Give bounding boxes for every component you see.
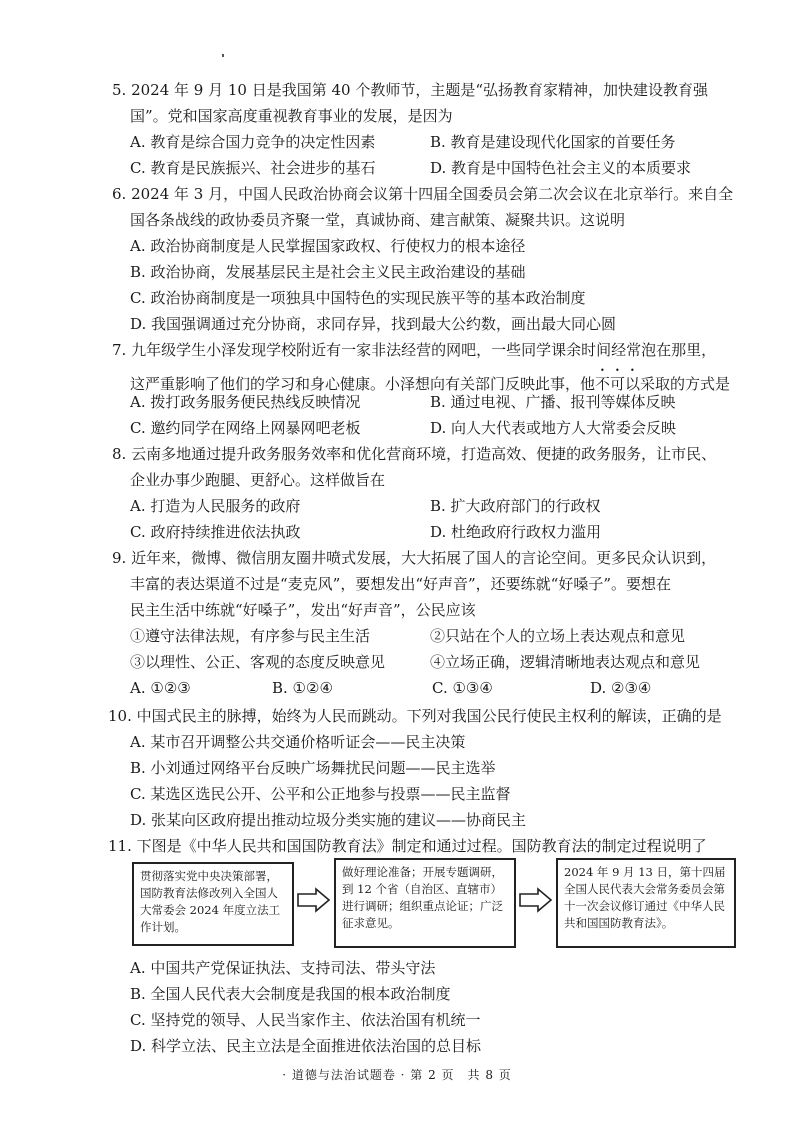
q8-option-d: D. 杜绝政府行政权力滥用 — [430, 523, 602, 541]
q6-stem-line2: 国各条战线的政协委员齐聚一堂，真诚协商、建言献策、凝聚共识。这说明 — [130, 211, 626, 229]
q5-option-c: C. 教育是民族振兴、社会进步的基石 — [130, 159, 376, 177]
q9-stem-line3: 民主生活中练就“好嗓子”，发出“好声音”，公民应该 — [130, 601, 476, 619]
q6-option-b: B. 政治协商，发展基层民主是社会主义民主政治建设的基础 — [130, 263, 526, 281]
q11-option-a: A. 中国共产党保证执法、支持司法、带头守法 — [130, 959, 436, 977]
q7-stem-line2-pre: 这严重影响了他们的学习和身心健康。小泽想向有关部门反映此事，他 — [130, 375, 596, 393]
q7-option-b: B. 通过电视、广播、报刊等媒体反映 — [430, 393, 676, 411]
q10-option-d: D. 张某向区政府提出推动垃圾分类实施的建议——协商民主 — [130, 811, 527, 829]
q9-option-c: C. ①③④ — [432, 679, 493, 697]
q8-stem-line1: 8. 云南多地通过提升政务服务效率和优化营商环境，打造高效、便捷的政务服务，让市民、 — [112, 445, 717, 463]
q7-option-a: A. 拨打政务服务便民热线反映情况 — [130, 393, 361, 411]
q9-statement-3: ③以理性、公正、客观的态度反映意见 — [130, 653, 386, 671]
q8-option-a: A. 打造为人民服务的政府 — [130, 497, 301, 515]
q11-option-b: B. 全国人民代表大会制度是我国的根本政治制度 — [130, 985, 451, 1003]
scan-speck — [222, 54, 224, 57]
q6-option-c: C. 政治协商制度是一项独具中国特色的实现民族平等的基本政治制度 — [130, 289, 586, 307]
q11-option-c: C. 坚持党的领导、人民当家作主、依法治国有机统一 — [130, 1011, 481, 1029]
q6-stem-line1: 6. 2024 年 3 月，中国人民政治协商会议第十四届全国委员会第二次会议在北京举行。来自全 — [112, 185, 734, 203]
q8-option-c: C. 政府持续推进依法执政 — [130, 523, 301, 541]
flow-box-plan: 贯彻落实党中央决策部署，国防教育法修改列入全国人大常委会 2024 年度立法工作计划。 — [132, 862, 294, 946]
q10-option-c: C. 某选区选民公开、公平和公正地参与投票——民主监督 — [130, 785, 511, 803]
q9-option-b: B. ①②④ — [272, 679, 333, 697]
q7-stem-line2-post: 采取的方式是 — [640, 375, 731, 393]
flow-arrow-2 — [518, 887, 554, 913]
q7-stem-line1: 7. 九年级学生小泽发现学校附近有一家非法经营的网吧，一些同学课余时间经常泡在那里， — [112, 341, 717, 359]
q7-emphasis: 不可以 — [595, 375, 641, 393]
page-footer: · 道德与法治试题卷 · 第 2 页 共 8 页 — [282, 1068, 512, 1082]
q9-option-a: A. ①②③ — [130, 679, 191, 697]
q9-option-d: D. ②③④ — [590, 679, 652, 697]
q9-statement-2: ②只站在个人的立场上表达观点和意见 — [430, 627, 686, 645]
q9-stem-line1: 9. 近年来，微博、微信朋友圈井喷式发展，大大拓展了国人的言论空间。更多民众认识到， — [112, 549, 717, 567]
q5-stem-line2: 国”。党和国家高度重视教育事业的发展，是因为 — [130, 107, 453, 125]
q10-option-a: A. 某市召开调整公共交通价格听证会——民主决策 — [130, 733, 466, 751]
q7-stem-line2 — [130, 366, 730, 394]
flow-arrow-1 — [296, 887, 332, 913]
q5-option-b: B. 教育是建设现代化国家的首要任务 — [430, 133, 676, 151]
q9-stem-line2: 丰富的表达渠道不过是“麦克风”，要想发出“好声音”，还要练就“好嗓子”。要想在 — [130, 575, 672, 593]
q9-statement-4: ④立场正确，逻辑清晰地表达观点和意见 — [430, 653, 701, 671]
flow-box-research: 做好理论准备；开展专题调研，到 12 个省（自治区、直辖市）进行调研；组织重点论证；广泛征求意见。 — [334, 858, 516, 948]
q11-option-d: D. 科学立法、民主立法是全面推进依法治国的总目标 — [130, 1037, 482, 1055]
q10-stem-line1: 10. 中国式民主的脉搏，始终为人民而跳动。下列对我国公民行使民主权利的解读，正确的是 — [108, 707, 722, 725]
q10-option-b: B. 小刘通过网络平台反映广场舞扰民问题——民主选举 — [130, 759, 496, 777]
q6-option-d: D. 我国强调通过充分协商，求同存异，找到最大公约数，画出最大同心圆 — [130, 315, 617, 333]
q5-stem-line1: 5. 2024 年 9 月 10 日是我国第 40 个教师节，主题是“弘扬教育家精神，加快建设教育强 — [112, 81, 709, 99]
q6-option-a: A. 政治协商制度是人民掌握国家政权、行使权力的根本途径 — [130, 237, 526, 255]
flow-box-adoption: 2024 年 9 月 13 日，第十四届全国人民代表大会常务委员会第十一次会议修订通过《中华人民共和国国防教育法》。 — [556, 858, 736, 948]
q11-stem-line1: 11. 下图是《中华人民共和国国防教育法》制定和通过过程。国防教育法的制定过程说明了 — [108, 837, 707, 855]
q5-option-d: D. 教育是中国特色社会主义的本质要求 — [430, 159, 692, 177]
q7-option-c: C. 邀约同学在网络上网暴网吧老板 — [130, 419, 361, 437]
q5-option-a: A. 教育是综合国力竞争的决定性因素 — [130, 133, 376, 151]
q8-option-b: B. 扩大政府部门的行政权 — [430, 497, 601, 515]
q8-stem-line2: 企业办事少跑腿、更舒心。这样做旨在 — [130, 471, 386, 489]
q9-statement-1: ①遵守法律法规，有序参与民主生活 — [130, 627, 371, 645]
q7-option-d: D. 向人大代表或地方人大常委会反映 — [430, 419, 677, 437]
